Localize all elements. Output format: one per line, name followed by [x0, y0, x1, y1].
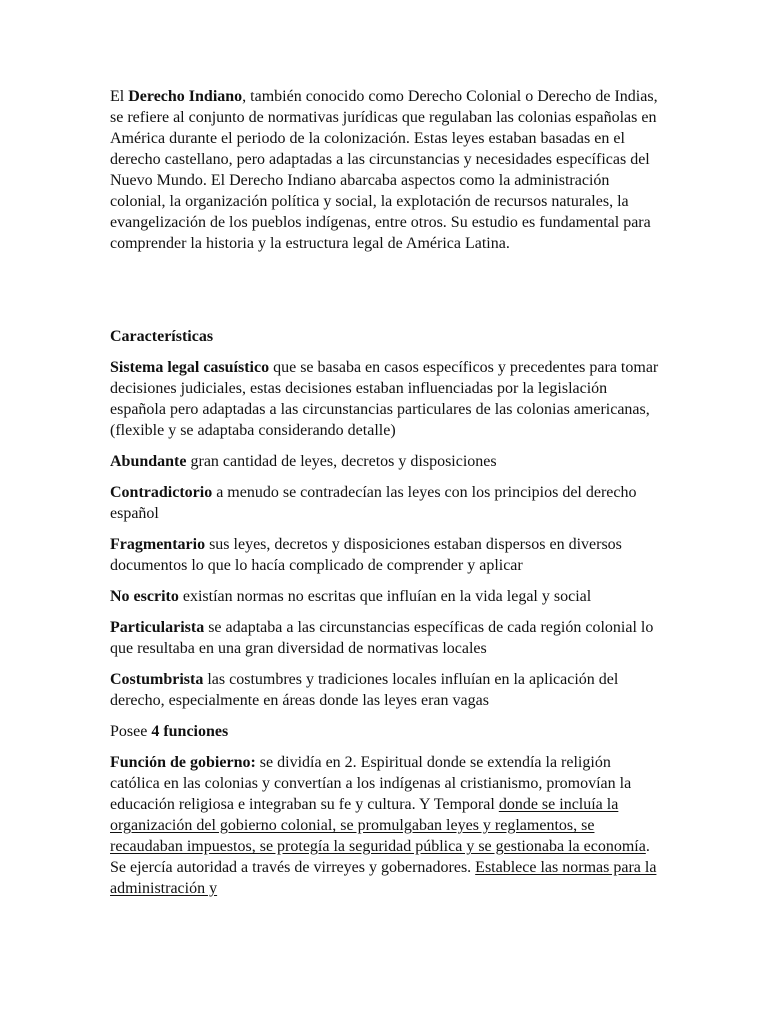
feature-term: No escrito [110, 588, 179, 605]
intro-paragraph [110, 86, 662, 254]
feature-abundante [110, 451, 662, 472]
feature-particularista [110, 617, 662, 659]
feature-text: gran cantidad de leyes, decretos y disposiciones [186, 453, 497, 470]
feature-contradictorio [110, 482, 662, 524]
feature-term: Particularista [110, 619, 205, 636]
functions-count: 4 funciones [151, 723, 229, 740]
feature-text: las costumbres y tradiciones locales influían en la aplicación del derecho, especialmente en áreas donde las leyes eran vagas [110, 671, 619, 709]
function-gobierno-text-2: . Se ejercía autoridad a través de virreyes y gobernadores. [110, 838, 650, 876]
features-heading-text: Características [110, 328, 214, 345]
intro-prefix: El [110, 88, 129, 105]
feature-costumbrista [110, 669, 662, 711]
functions-line [110, 721, 662, 742]
feature-term: Abundante [110, 453, 187, 470]
function-gobierno-underlined-2: Establece las normas para la administración y [110, 859, 657, 897]
feature-fragmentario [110, 534, 662, 576]
intro-text: , también conocido como Derecho Colonial o Derecho de Indias, se refiere al conjunto de normativas jurídicas que regulaban las colonias españolas en América durante el periodo de la colonización. Estas leyes estaban basadas en el derecho castellano, pero adaptadas a las circunstancias y necesidades específicas del Nuevo Mundo. El Derecho Indiano abarcaba aspectos como la administración colonial, la organización política y social, la explotación de recursos naturales, la evangelización de los pueblos indígenas, entre otros. Su estudio es fundamental para comprender la historia y la estructura legal de América Latina. [110, 88, 658, 252]
feature-text: se adaptaba a las circunstancias específicas de cada región colonial lo que resultaba en una gran diversidad de normativas locales [110, 619, 654, 657]
document-page [110, 86, 662, 909]
feature-no-escrito [110, 586, 662, 607]
feature-text: existían normas no escritas que influían en la vida legal y social [178, 588, 592, 605]
feature-term: Fragmentario [110, 536, 206, 553]
function-gobierno [110, 752, 662, 899]
function-gobierno-term: Función de gobierno: [110, 754, 256, 771]
feature-text: a menudo se contradecían las leyes con los principios del derecho español [110, 484, 637, 522]
feature-text: sus leyes, decretos y disposiciones estaban dispersos en diversos documentos lo que lo hacía complicado de comprender y aplicar [110, 536, 622, 574]
feature-term: Costumbrista [110, 671, 204, 688]
feature-term: Sistema legal casuístico [110, 359, 270, 376]
function-gobierno-underlined: donde se incluía la organización del gobierno colonial, se promulgaban leyes y reglamentos, se recaudaban impuestos, se protegía la seguridad pública y se gestionaba la economía [110, 796, 646, 855]
feature-casuistico [110, 357, 662, 441]
function-gobierno-text: se dividía en 2. Espiritual donde se extendía la religión católica en las colonias y convertían a los indígenas al cristianismo, promovían la educación religiosa e integraban su fe y cultura. Y Temporal [110, 754, 632, 813]
intro-term: Derecho Indiano [128, 88, 243, 105]
feature-term: Contradictorio [110, 484, 213, 501]
features-heading [110, 326, 662, 347]
feature-text: que se basaba en casos específicos y precedentes para tomar decisiones judiciales, estas decisiones estaban influenciadas por la legislación española pero adaptadas a las circunstancias particulares de las colonias americanas, (flexible y se adaptaba considerando detalle) [110, 359, 659, 439]
functions-prefix: Posee [110, 723, 152, 740]
